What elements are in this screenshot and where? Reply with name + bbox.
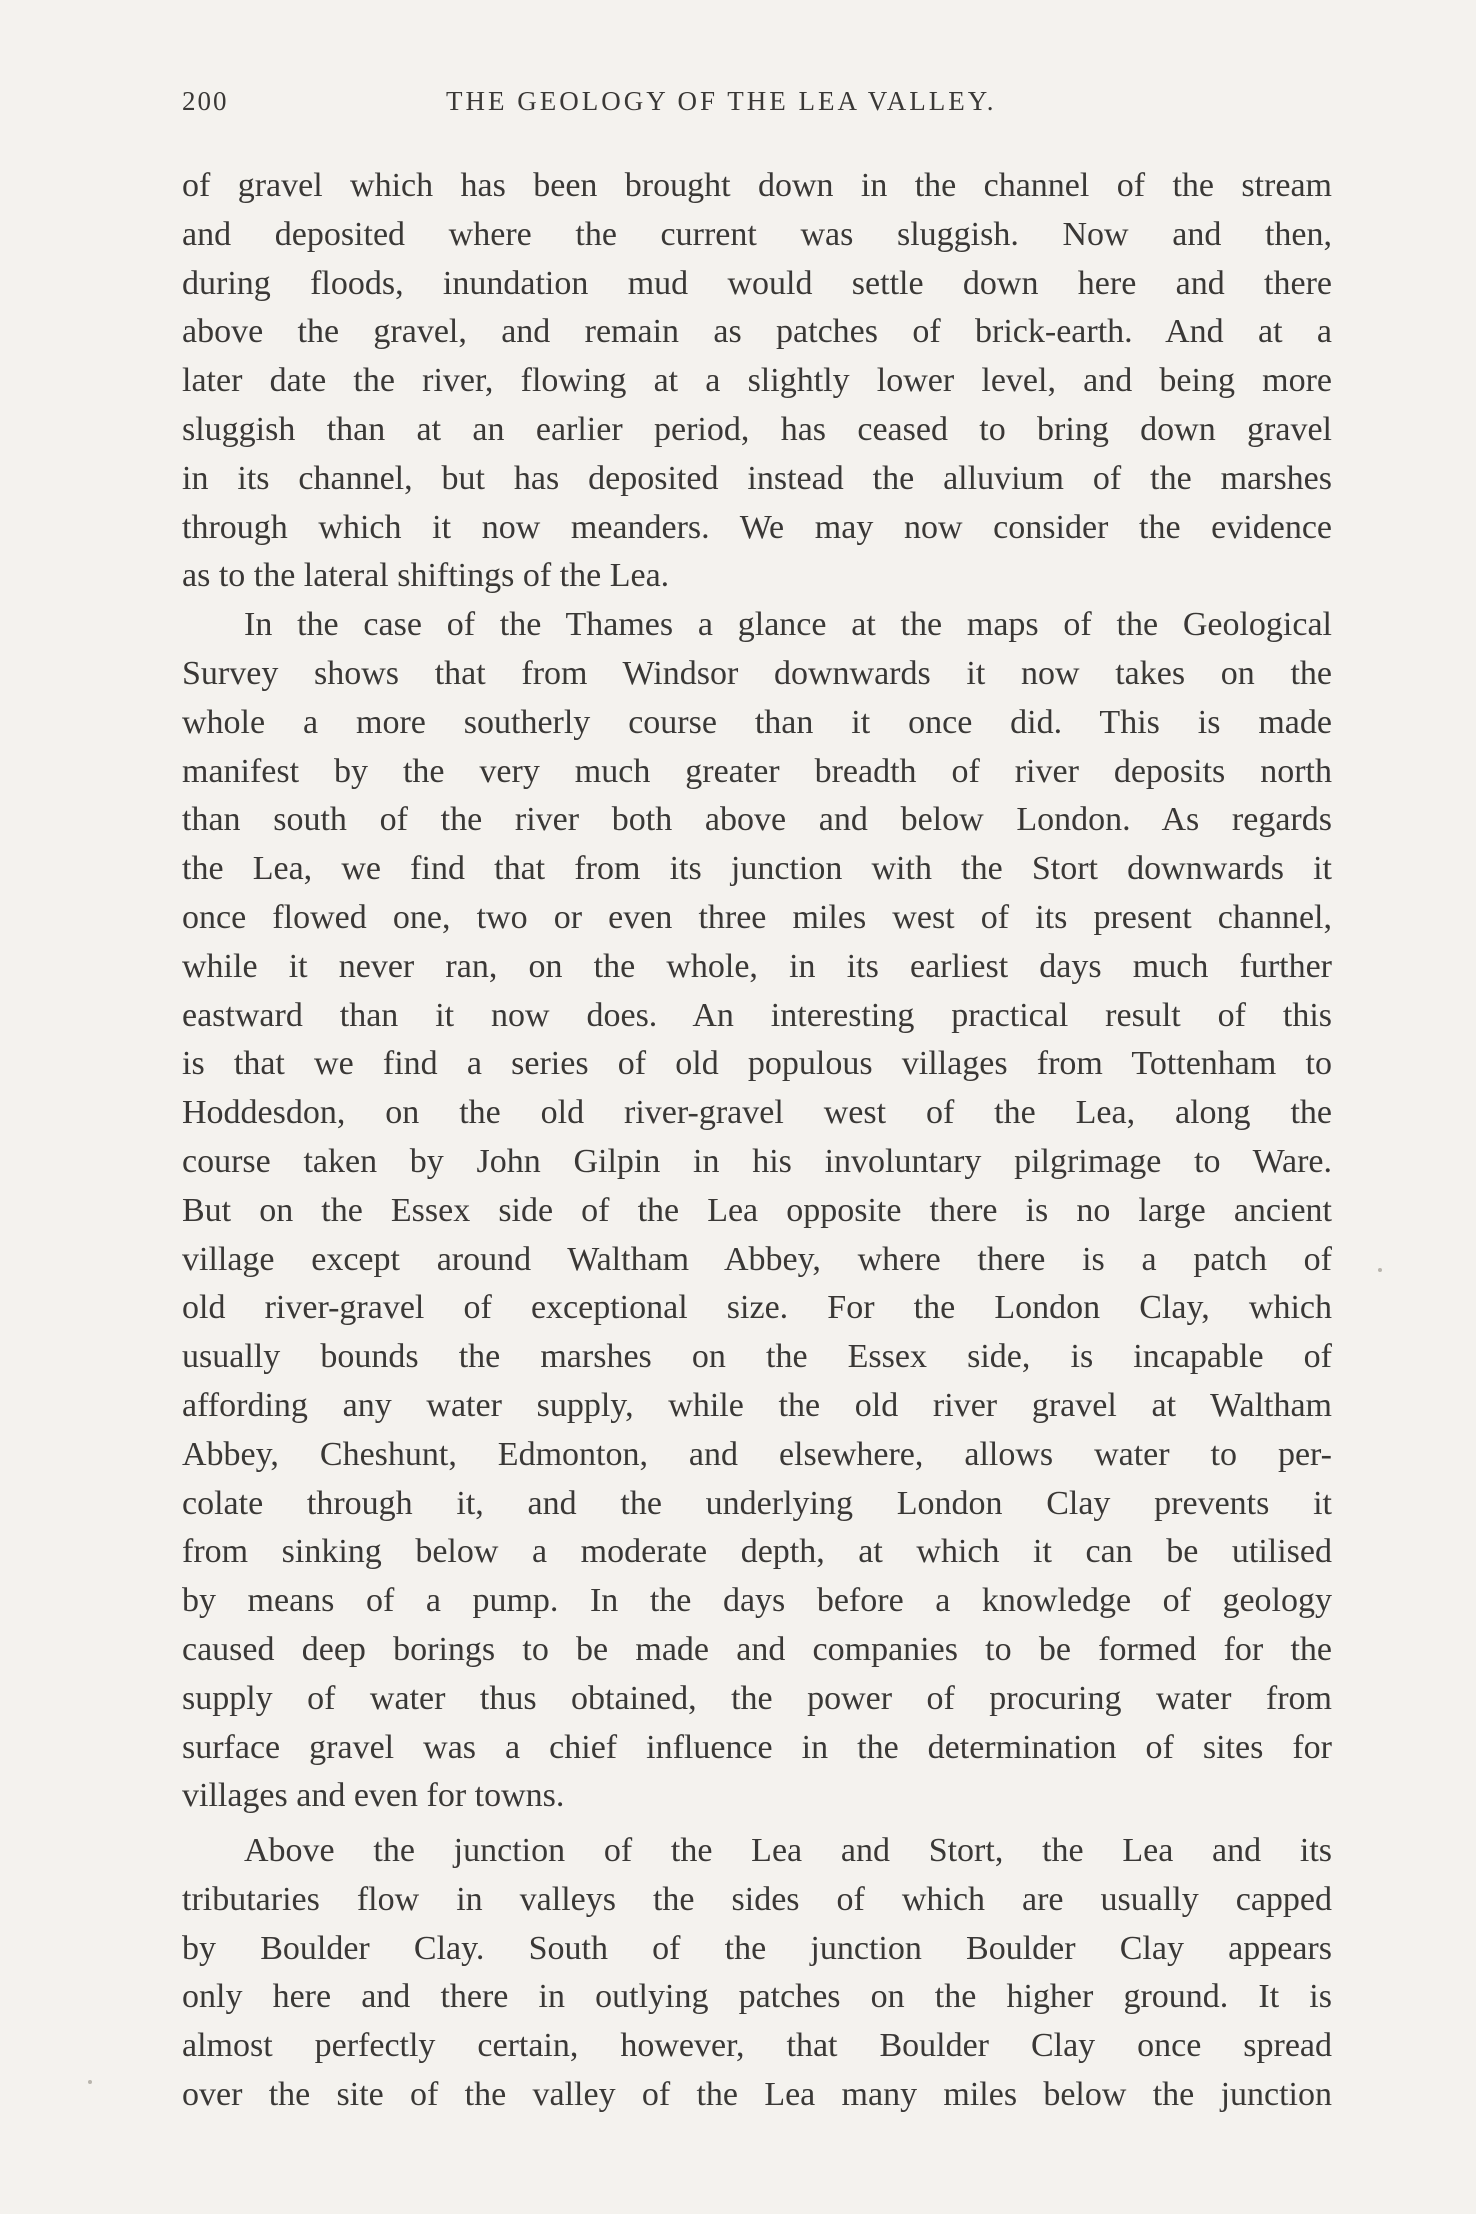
paper-speck [1378,1268,1382,1272]
text-line: by Boulder Clay. South of the junction Boulder Clay appears [182,1929,1332,1967]
text-line: from sinking below a moderate depth, at which it can be utilised [182,1533,1332,1571]
text-line: Hoddesdon, on the old river-gravel west of the Lea, along the [182,1094,1332,1132]
text-line: during floods, inundation mud would settle down here and there [182,264,1332,302]
text-line: village except around Waltham Abbey, where there is a patch of [182,1240,1332,1278]
text-line: by means of a pump. In the days before a knowledge of geology [182,1582,1332,1620]
text-line: colate through it, and the underlying London Clay prevents it [182,1484,1332,1522]
paper-speck [88,2080,92,2084]
text-line: sluggish than at an earlier period, has ceased to bring down gravel [182,410,1332,448]
paragraph [182,1827,1332,2120]
text-line: But on the Essex side of the Lea opposite there is no large ancient [182,1191,1332,1229]
text-line: supply of water thus obtained, the power of procuring water from [182,1679,1332,1717]
text-line: In the case of the Thames a glance at the maps of the Geological [244,606,1332,644]
text-line: Survey shows that from Windsor downwards it now takes on the [182,654,1332,692]
text-line: above the gravel, and remain as patches of brick-earth. And at a [182,313,1332,351]
text-line: as to the lateral shiftings of the Lea. [182,557,670,595]
text-line: manifest by the very much greater breadth of river deposits north [182,752,1332,790]
text-line: once flowed one, two or even three miles west of its present channel, [182,898,1332,936]
running-head [182,86,1332,130]
text-line: caused deep borings to be made and companies to be formed for the [182,1630,1332,1668]
text-line: the Lea, we find that from its junction with the Stort downwards it [182,850,1332,888]
text-line: Above the junction of the Lea and Stort, the Lea and its [244,1832,1332,1870]
text-line: Abbey, Cheshunt, Edmonton, and elsewhere, allows water to per- [182,1435,1332,1473]
text-line: and deposited where the current was sluggish. Now and then, [182,215,1332,253]
paragraph [182,162,1332,601]
text-line: eastward than it now does. An interesting practical result of this [182,996,1332,1034]
body-text [182,162,1332,2120]
text-line: course taken by John Gilpin in his involuntary pilgrimage to Ware. [182,1142,1332,1180]
text-line: over the site of the valley of the Lea many miles below the junction [182,2076,1332,2114]
text-line: villages and even for towns. [182,1777,565,1815]
text-line: is that we find a series of old populous villages from Tottenham to [182,1045,1332,1083]
text-line: almost perfectly certain, however, that Boulder Clay once spread [182,2027,1332,2065]
text-line: of gravel which has been brought down in the channel of the stream [182,167,1332,204]
text-line: in its channel, but has deposited instead the alluvium of the marshes [182,459,1332,497]
text-line: affording any water supply, while the old river gravel at Waltham [182,1386,1332,1424]
text-line: only here and there in outlying patches on the higher ground. It is [182,1978,1332,2016]
text-line: through which it now meanders. We may now consider the evidence [182,508,1332,546]
running-title: THE GEOLOGY OF THE LEA VALLEY. [446,86,997,116]
text-line: than south of the river both above and below London. As regards [182,801,1332,839]
text-line: whole a more southerly course than it once did. This is made [182,703,1332,741]
text-line: usually bounds the marshes on the Essex side, is incapable of [182,1338,1332,1376]
text-line: old river-gravel of exceptional size. For the London Clay, which [182,1289,1332,1327]
paragraph [182,601,1332,1821]
page-number: 200 [182,86,229,116]
text-line: surface gravel was a chief influence in the determination of sites for [182,1728,1332,1766]
text-line: later date the river, flowing at a slightly lower level, and being more [182,362,1332,400]
text-line: while it never ran, on the whole, in its earliest days much further [182,947,1332,985]
text-line: tributaries flow in valleys the sides of which are usually capped [182,1880,1332,1918]
